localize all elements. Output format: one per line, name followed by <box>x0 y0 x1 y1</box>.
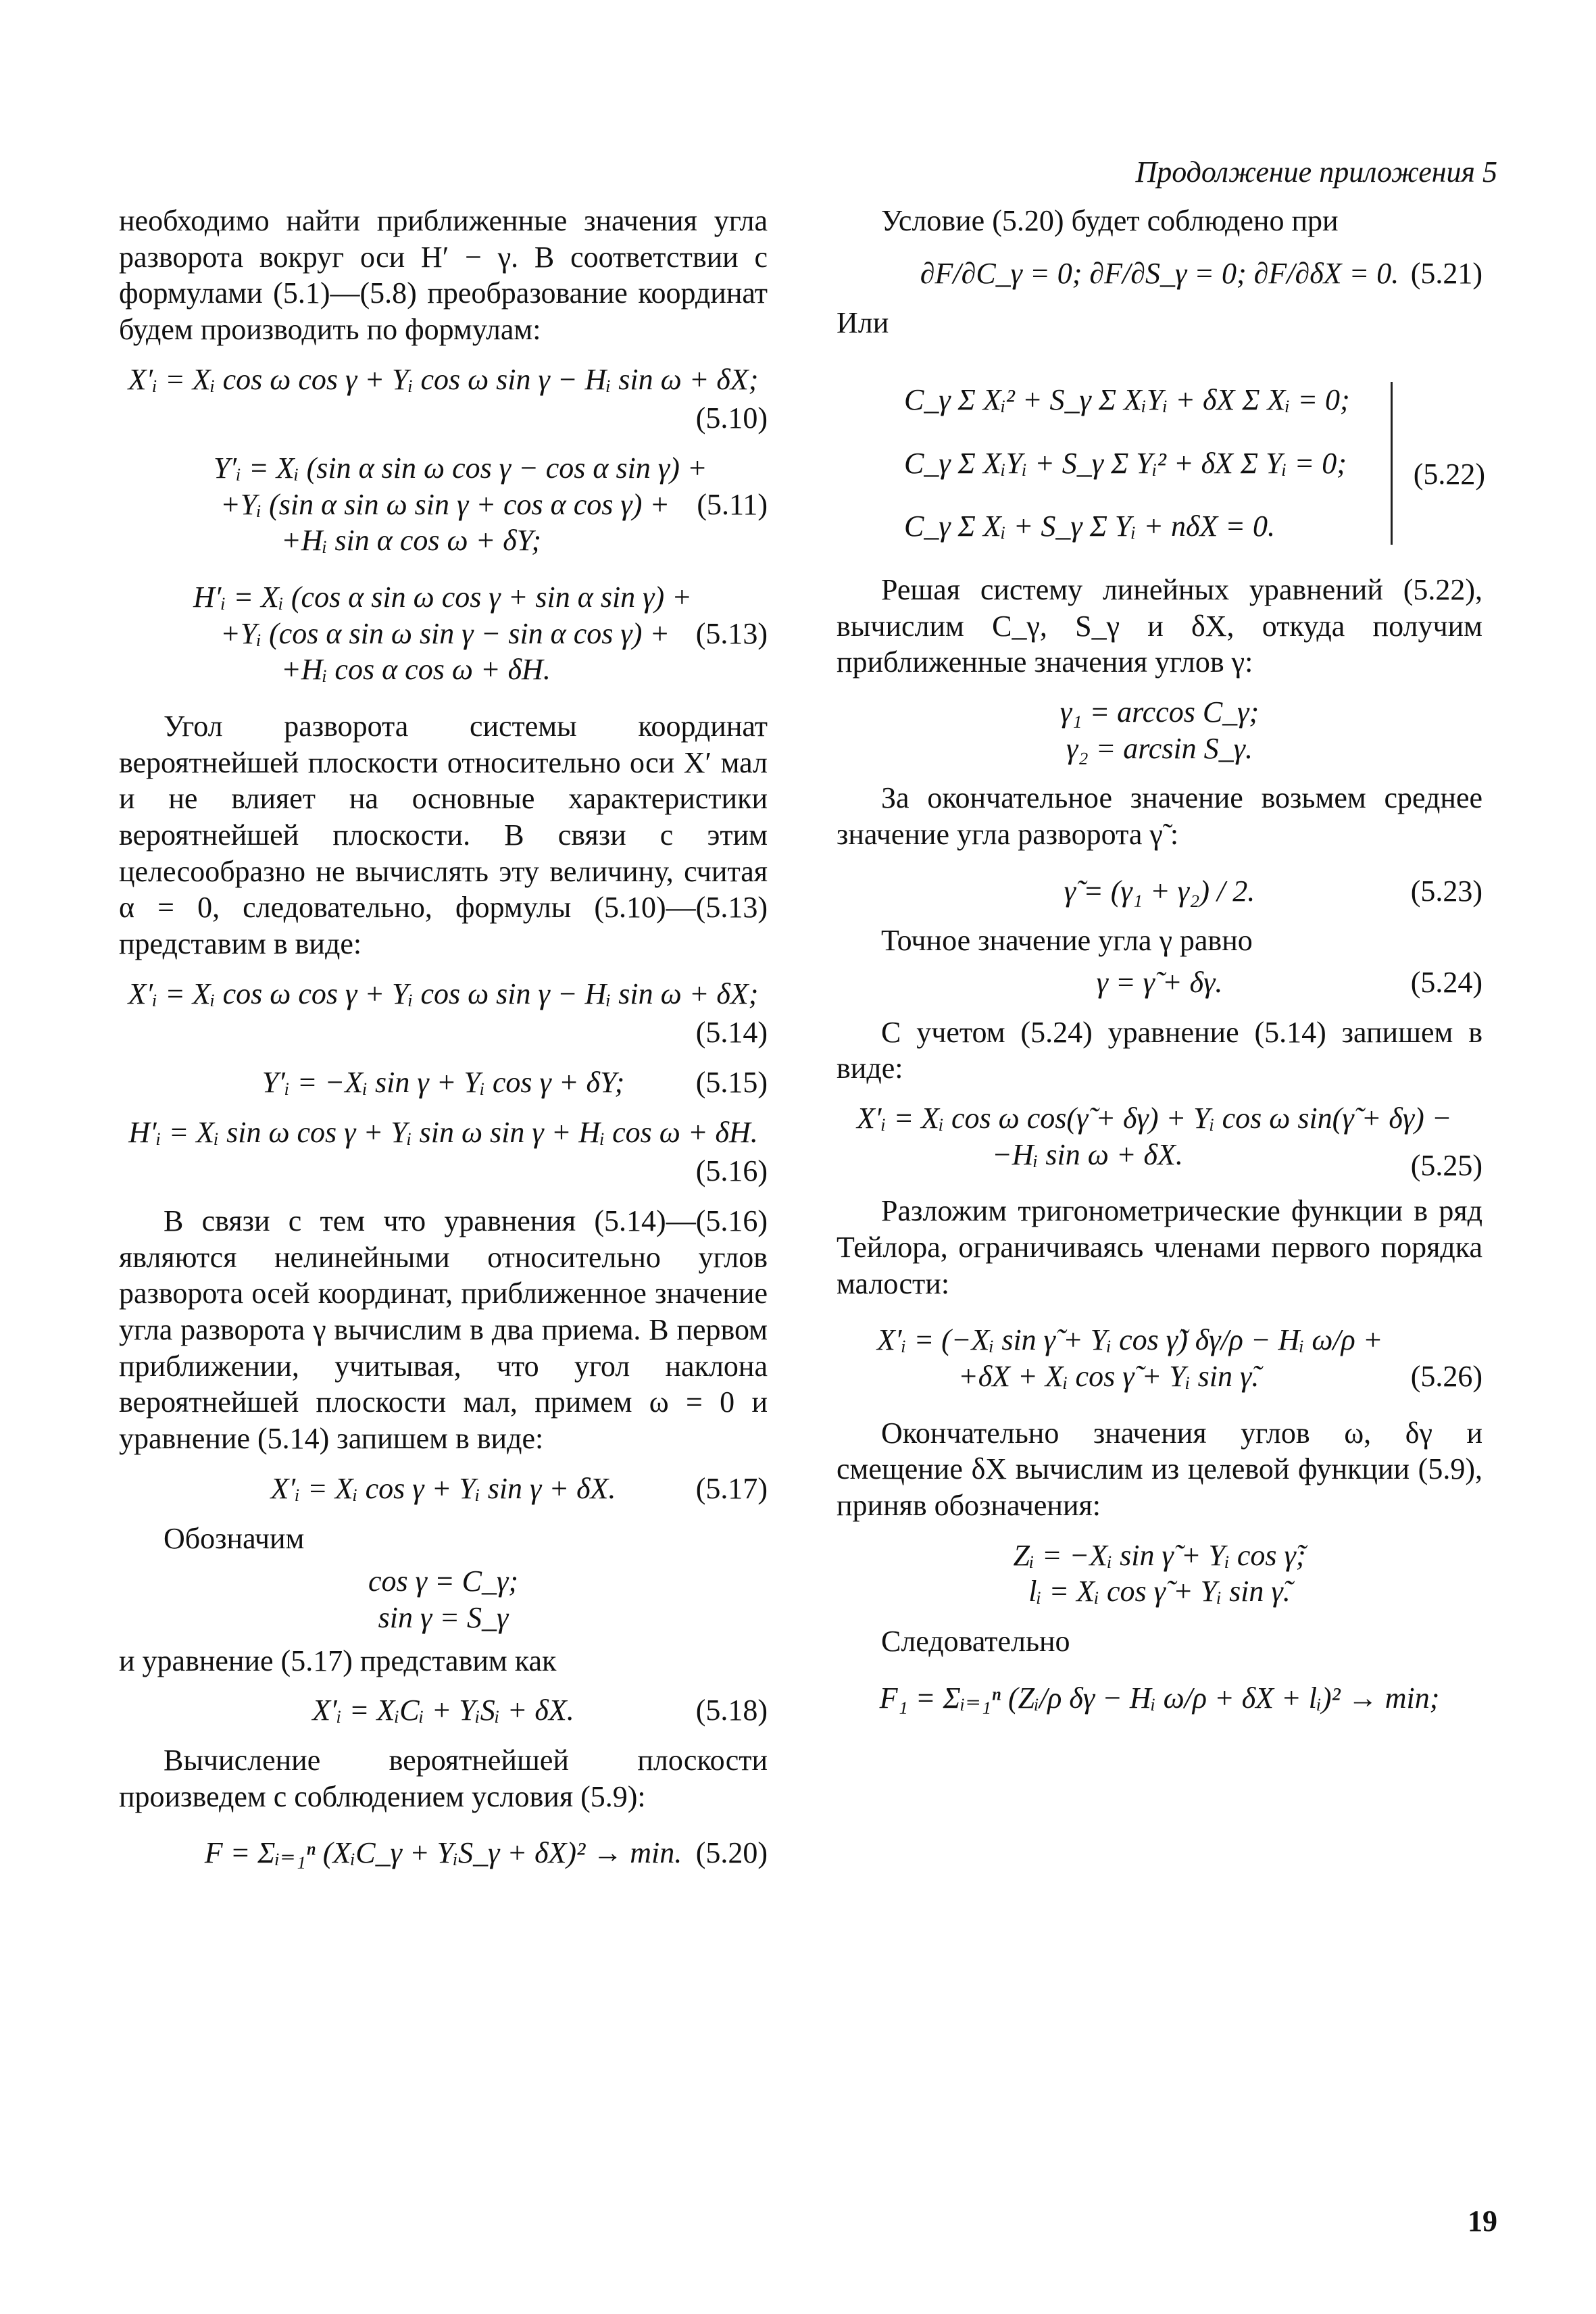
equation-5-22 <box>837 382 1485 545</box>
equation-line: +Hᵢ sin α cos ω + δY; <box>281 524 541 558</box>
equation-5-26 <box>837 1322 1482 1394</box>
equation-line: C_γ Σ Xᵢ² + S_γ Σ XᵢYᵢ + δX Σ Xᵢ = 0; <box>904 383 1350 417</box>
equation-line: +Yᵢ (cos α sin ω sin γ − sin α cos γ) + <box>220 616 670 650</box>
equation-5-11 <box>119 450 768 559</box>
equation-line: C_γ Σ Xᵢ + S_γ Σ Yᵢ + nδX = 0. <box>904 510 1275 543</box>
equation-number: (5.15) <box>695 1066 768 1100</box>
definitions <box>119 1563 768 1635</box>
equation-number: (5.17) <box>695 1471 768 1505</box>
paragraph: Разложим тригонометрические функции в ряд Тейлора, ограничиваясь членами первого порядка малости: <box>837 1194 1482 1300</box>
equation-number: (5.21) <box>1410 256 1482 290</box>
notation-definitions <box>837 1537 1482 1610</box>
equation-text: γ = γ̃ + δγ. <box>1096 966 1223 1000</box>
paragraph: С учетом (5.24) уравнение (5.14) запишем в виде: <box>837 1015 1482 1085</box>
equation-line: γ₂ = arcsin S_γ. <box>1066 731 1253 765</box>
equation-final <box>837 1680 1482 1717</box>
equation-5-14 <box>119 976 768 1051</box>
paragraph: Или <box>837 306 889 340</box>
equation-text: X′ᵢ = XᵢCᵢ + YᵢSᵢ + δX. <box>312 1694 574 1727</box>
equation-line: Zᵢ = −Xᵢ sin γ̃ + Yᵢ cos γ̃; <box>1013 1538 1306 1572</box>
gamma-values <box>837 694 1482 766</box>
equation-number: (5.18) <box>695 1694 768 1727</box>
paragraph: Угол разворота системы координат вероятнейшей плоскости относительно оси X′ мал и не влияет на основные характеристики вероятнейшей плоскости. В связи с этим целесообразно не вычислять эту величину, считая α = 0, следовательно, формулы (5.10)—(5.13) представим в виде: <box>119 710 768 961</box>
equation-line: −Hᵢ sin ω + δX. <box>992 1137 1183 1171</box>
equation-5-25 <box>837 1100 1482 1183</box>
equation-line: X′ᵢ = (−Xᵢ sin γ̃ + Yᵢ cos γ̃) δγ/ρ − Hᵢ ω/ρ + <box>877 1323 1383 1357</box>
equation-number: (5.11) <box>697 488 768 522</box>
paragraph: Обозначим <box>164 1521 305 1555</box>
paragraph: необходимо найти приближенные значения угла разворота вокруг оси H′ − γ. В соответствии с формулами (5.1)—(5.8) преобразование координат будем производить по формулам: <box>119 204 768 347</box>
equation-line: X′ᵢ = Xᵢ cos ω cos(γ̃ + δγ) + Yᵢ cos ω sin(γ̃ + δγ) − <box>857 1102 1452 1135</box>
equation-text: ∂F/∂C_γ = 0; ∂F/∂S_γ = 0; ∂F/∂δX = 0. <box>920 256 1399 290</box>
equation-5-24 <box>837 964 1482 1001</box>
definition-line: sin γ = S_γ <box>378 1600 509 1634</box>
equation-number: (5.20) <box>695 1836 768 1870</box>
paragraph: Окончательно значения углов ω, δγ и смещение δX вычислим из целевой функции (5.9), приняв обозначения: <box>837 1416 1482 1523</box>
definition-line: cos γ = C_γ; <box>368 1565 519 1598</box>
equation-number: (5.14) <box>695 1016 768 1050</box>
equation-text: F₁ = Σᵢ₌₁ⁿ (Zᵢ/ρ δγ − Hᵢ ω/ρ + δX + lᵢ)² → min; <box>879 1681 1440 1715</box>
paragraph: Следовательно <box>881 1625 1070 1658</box>
equation-number: (5.24) <box>1410 966 1482 1000</box>
paragraph: Вычисление вероятнейшей плоскости произведем с соблюдением условия (5.9): <box>119 1743 768 1813</box>
equation-text: γ̃ = (γ₁ + γ₂) / 2. <box>1064 874 1255 908</box>
equation-5-13 <box>119 579 768 688</box>
equation-line: lᵢ = Xᵢ cos γ̃ + Yᵢ sin γ̃. <box>1028 1575 1291 1608</box>
equation-5-21 <box>837 255 1482 292</box>
equation-number: (5.16) <box>695 1154 768 1188</box>
paragraph: Условие (5.20) будет соблюдено при <box>881 204 1339 237</box>
paragraph: и уравнение (5.17) представим как <box>119 1644 557 1677</box>
right-column <box>837 203 1485 1730</box>
continuation-header: Продолжение приложения 5 <box>1135 155 1497 189</box>
equation-line: H′ᵢ = Xᵢ (cos α sin ω cos γ + sin α sin γ) + <box>193 581 692 614</box>
equation-5-10 <box>119 362 768 437</box>
equation-5-20 <box>119 1835 768 1871</box>
equation-line: +δX + Xᵢ cos γ̃ + Yᵢ sin γ̃. <box>958 1360 1260 1394</box>
equation-5-17 <box>119 1471 768 1507</box>
equation-text: X′ᵢ = Xᵢ cos ω cos γ + Yᵢ cos ω sin γ − Hᵢ sin ω + δX; <box>128 977 759 1010</box>
equation-text: Y′ᵢ = −Xᵢ sin γ + Yᵢ cos γ + δY; <box>261 1066 625 1100</box>
paragraph: Решая систему линейных уравнений (5.22), вычислим C_γ, S_γ и δX, откуда получим приближенные значения углов γ: <box>837 573 1482 679</box>
equation-line: C_γ Σ XᵢYᵢ + S_γ Σ Yᵢ² + δX Σ Yᵢ = 0; <box>904 446 1347 480</box>
equation-number: (5.10) <box>695 401 768 435</box>
equation-number: (5.26) <box>1410 1360 1482 1394</box>
equation-5-18 <box>119 1692 768 1729</box>
equation-5-16 <box>119 1114 768 1189</box>
equation-number: (5.13) <box>695 617 768 651</box>
paragraph: В связи с тем что уравнения (5.14)—(5.16) являются нелинейными относительно углов разворота осей координат, приближенное значение угла разворота γ вычислим в два приема. В первом приближении, учитывая, что угол наклона вероятнейшей плоскости мал, примем ω = 0 и уравнение (5.14) запишем в виде: <box>119 1204 768 1456</box>
left-column <box>119 203 768 1885</box>
paragraph: Точное значение угла γ равно <box>881 924 1253 958</box>
equation-number: (5.22) <box>1413 458 1485 491</box>
equation-5-15 <box>119 1064 768 1101</box>
equation-line: Y′ᵢ = Xᵢ (sin α sin ω cos γ − cos α sin γ) + <box>214 451 707 485</box>
equation-text: X′ᵢ = Xᵢ cos γ + Yᵢ sin γ + δX. <box>270 1471 616 1505</box>
equation-number: (5.23) <box>1410 874 1482 908</box>
equation-text: F = Σᵢ₌₁ⁿ (XᵢC_γ + YᵢS_γ + δX)² → min. <box>204 1836 682 1870</box>
equation-5-23 <box>837 873 1482 910</box>
equation-number: (5.25) <box>1410 1149 1482 1183</box>
equation-text: X′ᵢ = Xᵢ cos ω cos γ + Yᵢ cos ω sin γ − Hᵢ sin ω + δX; <box>128 362 759 396</box>
page-number: 19 <box>1468 2205 1497 2238</box>
equation-line: +Hᵢ cos α cos ω + δH. <box>281 653 551 687</box>
equation-line: +Yᵢ (sin α sin ω sin γ + cos α cos γ) + <box>220 487 670 521</box>
paragraph: За окончательное значение возьмем среднее значение угла разворота γ̃ : <box>837 781 1482 852</box>
equation-text: H′ᵢ = Xᵢ sin ω cos γ + Yᵢ sin ω sin γ + Hᵢ cos ω + δH. <box>128 1115 758 1149</box>
equation-line: γ₁ = arccos C_γ; <box>1059 695 1260 729</box>
